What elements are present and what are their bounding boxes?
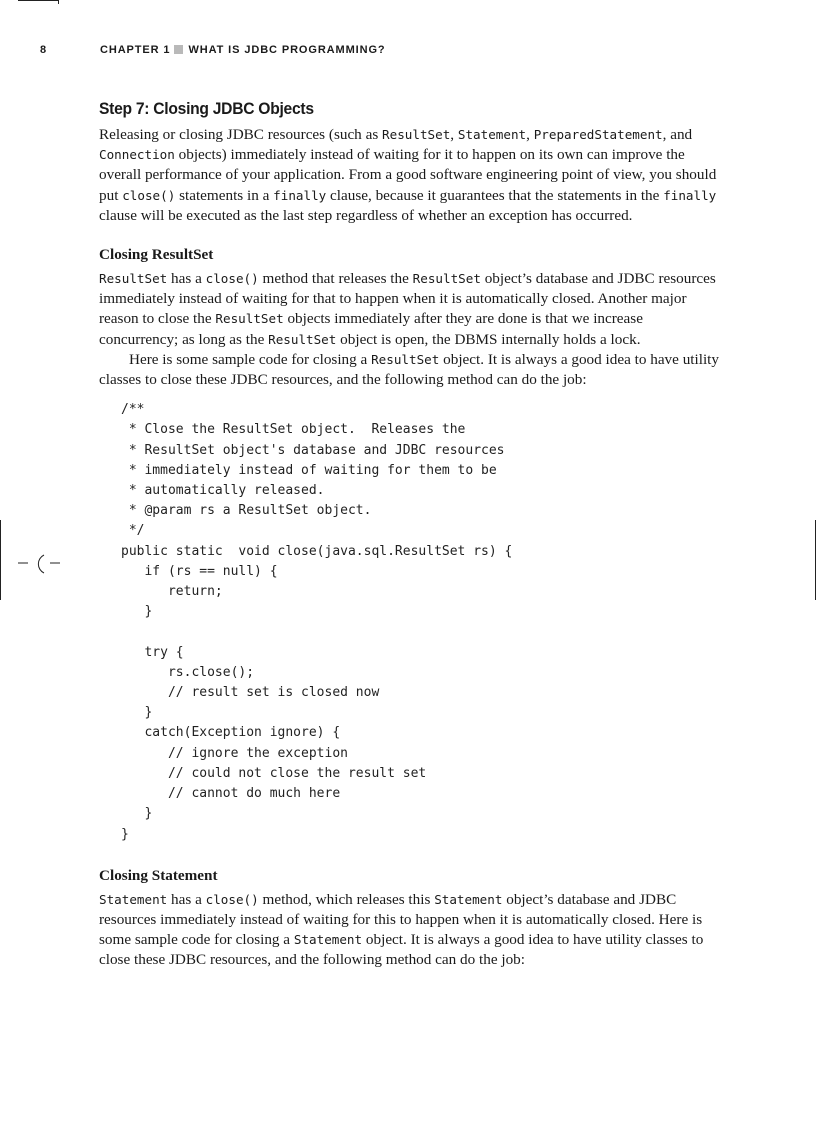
inline-code: ResultSet (215, 311, 284, 327)
crop-mark-left (0, 520, 1, 600)
inline-code: Connection (99, 147, 175, 163)
subsection-title-resultset: Closing ResultSet (99, 246, 214, 264)
section-paragraph (99, 125, 724, 226)
inline-code: PreparedStatement (533, 127, 663, 142)
inline-code: Statement (99, 891, 168, 907)
text-run: method, which releases this (258, 890, 435, 908)
crop-mark-top-tick (58, 0, 59, 4)
inline-code: Statement (434, 891, 503, 907)
text-run: has a (167, 890, 206, 908)
square-bullet-icon (174, 45, 183, 54)
chapter-title: WHAT IS JDBC PROGRAMMING? (188, 44, 386, 56)
page-number: 8 (40, 44, 48, 56)
subsection-title-statement: Closing Statement (99, 866, 218, 884)
text-run: object. It is always a good idea to have utility classes to close these JDBC resources, and the following method can do the job: (99, 931, 704, 969)
text-run: object. It is always a good idea to have utility classes to close these JDBC resources, and the following method can do the job: (99, 350, 719, 389)
resultset-paragraph-1 (99, 269, 724, 350)
text-run: Releasing or closing JDBC resources (such as (99, 126, 383, 143)
chapter-heading (100, 44, 386, 56)
inline-code: close() (205, 891, 259, 907)
text-run: , (450, 126, 458, 143)
inline-code: ResultSet (382, 127, 451, 142)
text-run: statements in a (175, 186, 274, 204)
inline-code: close() (205, 271, 259, 287)
inline-code: ResultSet (268, 331, 337, 347)
inline-code: ResultSet (412, 271, 481, 287)
inline-code: ResultSet (99, 271, 168, 287)
inline-code: finally (273, 187, 327, 203)
text-run: object is open, the DBMS internally holds a lock. (336, 330, 641, 348)
text-run: objects immediately after they are done is that we increase concurrency; as long as the (99, 310, 643, 348)
statement-paragraph (99, 890, 724, 971)
text-run: object’s database and JDBC resources immediately instead of waiting for that to happen when it is automatically closed. Another major reason to close the (99, 270, 716, 328)
text-run: Here is some sample code for closing a (129, 350, 372, 368)
page-content (99, 99, 724, 971)
inline-code: ResultSet (371, 351, 440, 367)
text-run: , and (662, 126, 693, 143)
text-run: clause, because it guarantees that the statements in the (326, 186, 664, 204)
chapter-label: CHAPTER 1 (100, 44, 171, 56)
text-run: clause will be executed as the last step regardless of whether an exception has occurred. (99, 206, 633, 224)
crop-mark-top (18, 0, 58, 1)
resultset-paragraph-2 (99, 350, 724, 390)
inline-code: finally (663, 187, 717, 203)
inline-code: Statement (457, 127, 527, 142)
text-run: , (526, 126, 534, 143)
inline-code: Statement (293, 932, 363, 948)
registration-mark-icon (18, 549, 62, 579)
text-run: method that releases the (258, 270, 413, 288)
text-run: objects) immediately instead of waiting for it to happen on its own can improve the overall performance of your application. From a good software engineering point of view, you should put (99, 146, 717, 204)
code-listing: /** * Close the ResultSet object. Releases the * ResultSet object's database and JDBC resources * immediately instead of waiting for them to be * automatically released. * @param rs a ResultSet object. */ public static void close(java.sql.ResultSet rs) { if (rs == null) { return; } try { rs.close(); // result set is closed now } catch(Exception ignore) { // ignore the exception // could not close the result set // cannot do much here } } (121, 402, 513, 842)
text-run: object’s database and JDBC resources immediately instead of waiting for this to happen when it is automatically closed. Here is some sample code for closing a (99, 890, 703, 949)
inline-code: close() (122, 187, 176, 203)
section-title: Step 7: Closing JDBC Objects (99, 99, 314, 118)
text-run: has a (167, 270, 206, 288)
